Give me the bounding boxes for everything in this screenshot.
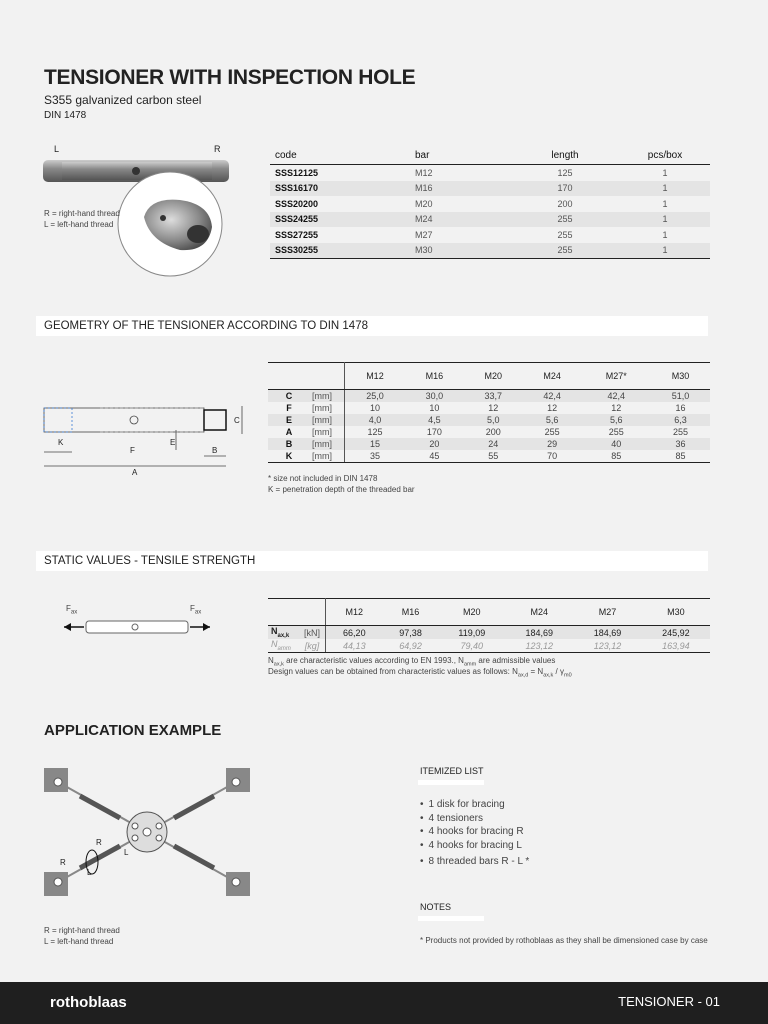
- list-item: • 8 threaded bars R - L *: [420, 855, 529, 869]
- row-unit: [mm]: [310, 390, 345, 403]
- notes-underline: [418, 916, 484, 921]
- cell-length: 170: [510, 181, 620, 197]
- cell: 6,3: [651, 414, 710, 426]
- cell: 12: [488, 403, 499, 413]
- cell-pcs: 1: [662, 198, 668, 209]
- table-row-admissible: [268, 639, 710, 653]
- cell: 255: [673, 427, 689, 437]
- static-table: [268, 598, 710, 653]
- cell-code: SSS20200: [275, 198, 319, 209]
- row-unit: [mm]: [310, 450, 345, 463]
- note-sub: m0: [563, 672, 572, 679]
- cell-pcs: 1: [620, 212, 710, 228]
- cell: 25,0: [345, 390, 405, 403]
- note-text: are characteristic values according to EN 1993., N: [283, 656, 464, 665]
- cell: 40: [582, 438, 651, 450]
- cell-length: 255: [510, 243, 620, 259]
- col-header: M27*: [582, 363, 651, 390]
- cell: 24: [464, 438, 523, 450]
- cell-length: 200: [557, 198, 573, 209]
- row-unit: [kg]: [299, 639, 326, 653]
- fax-left-label: [66, 604, 77, 616]
- cell: 123,12: [573, 639, 641, 653]
- cell: 170: [426, 427, 442, 437]
- table-row: [268, 438, 710, 450]
- cell-length: 255: [510, 212, 620, 228]
- cell: 5,6: [523, 414, 582, 426]
- cell: 29: [523, 438, 582, 450]
- app-legend-left-hand: L = left-hand thread: [44, 937, 114, 946]
- cell: 42,4: [523, 390, 582, 403]
- key-subscript: amm: [277, 645, 291, 652]
- page-subtitle: S355 galvanized carbon steel: [44, 93, 202, 107]
- cell: 5,6: [582, 414, 651, 426]
- app-label-r2: R: [60, 858, 66, 867]
- cell: 79,40: [439, 639, 506, 653]
- cell-code: SSS24255: [270, 212, 410, 228]
- rothoblaas-logo: rothoblaas: [50, 994, 127, 1011]
- cell: 20: [405, 438, 464, 450]
- application-diagram: [40, 764, 252, 900]
- cell: 10: [369, 403, 380, 413]
- tension-diagram: [62, 614, 212, 640]
- cell-code: SSS27255: [275, 229, 319, 240]
- col-header: M24: [523, 363, 582, 390]
- note-sub: ax,k: [273, 661, 284, 668]
- row-key: [268, 639, 299, 653]
- cell: 35: [345, 450, 405, 463]
- row-key: F: [286, 403, 292, 413]
- table-row: [270, 243, 710, 259]
- static-heading: STATIC VALUES - TENSILE STRENGTH: [36, 551, 708, 571]
- notes-text: * Products not provided by rothoblaas as they shall be dimensioned case by case: [420, 936, 708, 945]
- fax-subscript: ax: [194, 609, 202, 616]
- cell: 255: [608, 427, 624, 437]
- cell-pcs: 1: [662, 229, 668, 240]
- table-row: [268, 426, 710, 438]
- row-unit: [mm]: [310, 426, 345, 438]
- cell: 64,92: [383, 639, 439, 653]
- cell-bar: M30: [410, 243, 510, 259]
- cell: 184,69: [573, 626, 641, 640]
- table-row: [270, 227, 710, 243]
- list-item: • 4 tensioners: [420, 812, 529, 826]
- cell-code: SSS30255: [270, 243, 410, 259]
- cell-bar: M20: [415, 198, 433, 209]
- page-title: TENSIONER WITH INSPECTION HOLE: [44, 66, 416, 89]
- cell: 36: [651, 438, 710, 450]
- note-sub: ax,d: [517, 672, 529, 679]
- col-header: M16: [383, 599, 439, 626]
- cell: 85: [582, 450, 651, 463]
- row-key: E: [268, 414, 310, 426]
- cell: 85: [651, 450, 710, 463]
- row-key: [268, 626, 299, 640]
- itemized-underline: [418, 780, 484, 785]
- cell: 44,13: [326, 639, 383, 653]
- key-symbol: N: [271, 626, 278, 637]
- geometry-diagram: [40, 400, 255, 480]
- table-header-row: [268, 599, 710, 626]
- cell: 123,12: [505, 639, 573, 653]
- cell-length: 255: [557, 229, 573, 240]
- geometry-heading: GEOMETRY OF THE TENSIONER ACCORDING TO DIN 1478: [36, 316, 708, 336]
- key-symbol: N: [271, 639, 278, 650]
- col-code: code: [270, 146, 410, 165]
- cell-pcs: 1: [620, 243, 710, 259]
- table-row: [268, 390, 710, 403]
- legend-right-hand: R = right-hand thread: [44, 209, 120, 218]
- dim-b-label: B: [212, 446, 218, 455]
- cell: 184,69: [505, 626, 573, 640]
- dim-e-label: E: [170, 438, 176, 447]
- cell-bar: M16: [410, 181, 510, 197]
- cell: 5,0: [464, 414, 523, 426]
- table-row: [270, 181, 710, 197]
- key-subscript: ax,k: [277, 632, 290, 639]
- itemized-list-heading: ITEMIZED LIST: [420, 766, 484, 776]
- cell-code: SSS16170: [270, 181, 410, 197]
- notes-heading: NOTES: [420, 902, 452, 912]
- col-header: M24: [505, 599, 573, 626]
- cell: 55: [464, 450, 523, 463]
- cell: 12: [547, 403, 558, 413]
- cell: 12: [611, 403, 622, 413]
- note-text: Design values can be obtained from characteristic values as follows: N: [268, 667, 518, 676]
- table-row: [268, 414, 710, 426]
- col-pcs-box: pcs/box: [620, 146, 710, 165]
- fax-symbol: F: [190, 604, 195, 613]
- cell: 163,94: [642, 639, 710, 653]
- cell: 33,7: [464, 390, 523, 403]
- app-legend-right-hand: R = right-hand thread: [44, 926, 120, 935]
- list-item: • 4 hooks for bracing L: [420, 839, 529, 853]
- cell: 4,5: [405, 414, 464, 426]
- row-unit: [mm]: [310, 402, 345, 414]
- list-item: • 4 hooks for bracing R: [420, 825, 529, 839]
- fax-subscript: ax: [70, 609, 78, 616]
- standard-label: DIN 1478: [44, 110, 87, 121]
- row-key: C: [268, 390, 310, 403]
- cell-length: 125: [557, 167, 573, 178]
- list-item: • 1 disk for bracing: [420, 798, 529, 812]
- cell: 125: [367, 427, 383, 437]
- cell-pcs: 1: [662, 167, 668, 178]
- label-r: R: [214, 144, 221, 154]
- col-header: M30: [642, 599, 710, 626]
- col-header: M12: [345, 363, 405, 390]
- cell: 4,0: [345, 414, 405, 426]
- dim-a-label: A: [132, 468, 138, 477]
- geometry-note-size: * size not included in DIN 1478: [268, 474, 378, 483]
- cell: 45: [405, 450, 464, 463]
- table-row: [270, 165, 710, 181]
- cell: 97,38: [383, 626, 439, 640]
- legend-left-hand: L = left-hand thread: [44, 220, 114, 229]
- page-identifier: TENSIONER - 01: [618, 994, 720, 1009]
- col-length: length: [510, 146, 620, 165]
- app-label-l1: L: [124, 848, 129, 857]
- dim-f-label: F: [130, 446, 135, 455]
- note-text: / γ: [553, 667, 564, 676]
- dim-c-label: C: [234, 416, 240, 425]
- app-label-r1: R: [96, 838, 102, 847]
- note-sub: amm: [463, 661, 477, 668]
- cell: 15: [345, 438, 405, 450]
- col-bar: bar: [410, 146, 510, 165]
- table-row-characteristic: [268, 626, 710, 640]
- col-header: M20: [464, 363, 523, 390]
- cell-pcs: 1: [620, 181, 710, 197]
- label-l: L: [54, 144, 60, 154]
- row-key: A: [285, 427, 293, 437]
- note-sub: ax,k: [543, 672, 554, 679]
- cell: 119,09: [439, 626, 506, 640]
- col-header: M12: [326, 599, 383, 626]
- cell: 66,20: [326, 626, 383, 640]
- note-text: are admissible values: [476, 656, 556, 665]
- col-header: M30: [651, 363, 710, 390]
- table-row: [268, 402, 710, 414]
- cell-bar: M27: [415, 229, 433, 240]
- product-table: [270, 146, 710, 259]
- table-row: [270, 212, 710, 228]
- application-heading: APPLICATION EXAMPLE: [44, 722, 222, 739]
- table-header-row: [270, 146, 710, 165]
- cell: 245,92: [642, 626, 710, 640]
- table-header-row: [268, 363, 710, 390]
- cell: 255: [544, 427, 560, 437]
- cell: 42,4: [582, 390, 651, 403]
- cell: 70: [523, 450, 582, 463]
- fax-symbol: F: [66, 604, 71, 613]
- row-unit: [kN]: [299, 626, 326, 640]
- cell-code: SSS12125: [275, 167, 319, 178]
- cell: 51,0: [651, 390, 710, 403]
- cell: 200: [485, 427, 501, 437]
- col-header: M16: [405, 363, 464, 390]
- geometry-note-k: K = penetration depth of the threaded bar: [268, 485, 415, 494]
- row-unit: [mm]: [310, 438, 345, 450]
- col-header: M27: [573, 599, 641, 626]
- row-key: K: [268, 450, 310, 463]
- table-row: [270, 196, 710, 212]
- static-note-2: [268, 667, 572, 679]
- geometry-table: [268, 362, 710, 463]
- itemized-list: [420, 798, 529, 869]
- cell: 30,0: [405, 390, 464, 403]
- cell-bar: M24: [410, 212, 510, 228]
- row-key: B: [268, 438, 310, 450]
- note-text: = N: [528, 667, 544, 676]
- cell: 10: [429, 403, 440, 413]
- static-note-1: [268, 656, 555, 668]
- dim-k-label: K: [58, 438, 64, 447]
- row-unit: [mm]: [310, 414, 345, 426]
- cell-bar: M12: [415, 167, 433, 178]
- fax-right-label: [190, 604, 201, 616]
- col-header: M20: [439, 599, 506, 626]
- cell: 16: [675, 403, 686, 413]
- table-row: [268, 450, 710, 463]
- app-label-l2: L: [87, 868, 92, 877]
- note-text: N: [268, 656, 274, 665]
